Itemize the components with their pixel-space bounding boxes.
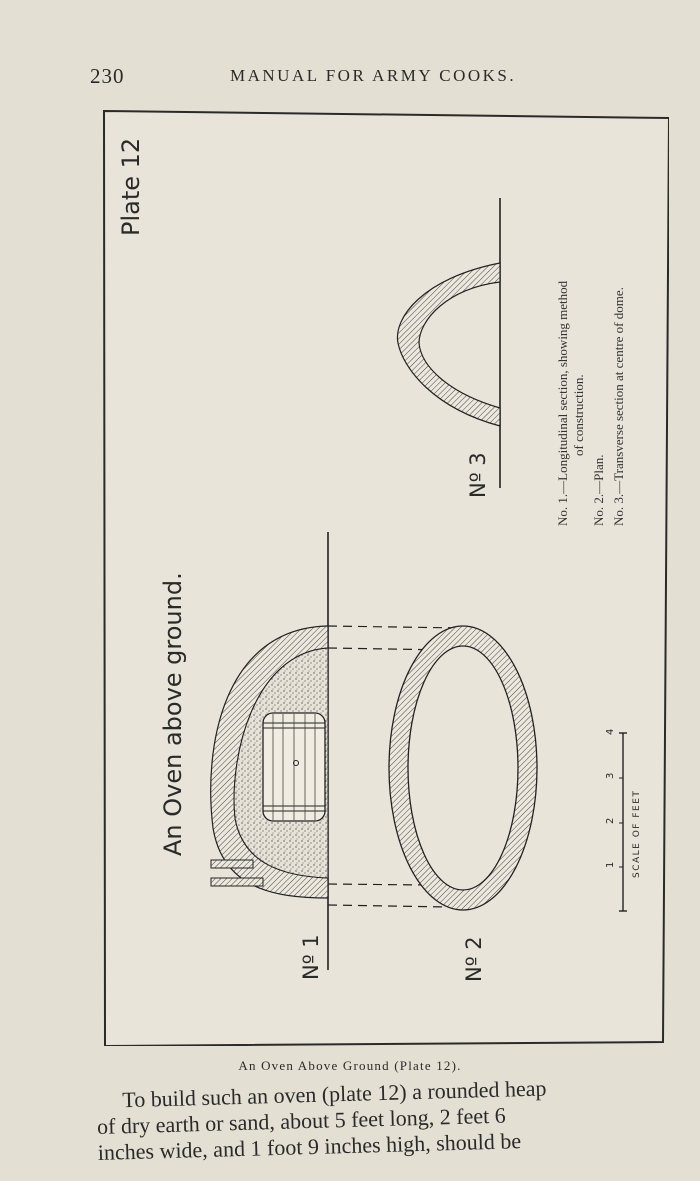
legend-line-3: No. 2.—Plan. [591,454,606,526]
legend-line-1: No. 1.—Longitudinal section, showing method [555,280,570,526]
scale-tick-2: 2 [605,817,616,824]
figure-caption: An Oven Above Ground (Plate 12). [238,1058,462,1073]
body-line-2: of dry earth or sand, about 5 feet long, 2 feet 6 [96,1102,506,1139]
scale-tick-4: 4 [605,728,616,735]
running-title: MANUAL FOR ARMY COOKS. [230,66,517,85]
page-header [0,64,700,94]
scale-tick-3: 3 [605,772,616,779]
plate-label: Plate 12 [117,137,145,236]
plate-title: An Oven above ground. [159,572,187,856]
figure-label-1: Nº 1 [299,934,323,980]
scale-title: SCALE OF FEET [632,789,642,878]
body-line-3: inches wide, and 1 foot 9 inches high, should be [97,1128,522,1165]
legend-line-4: No. 3.—Transverse section at centre of dome. [611,287,626,526]
plate-border [104,111,669,1046]
body-text [96,1072,678,1166]
page-number: 230 [90,64,125,88]
figure-label-3: Nº 3 [466,452,490,498]
body-line-1: To build such an oven (plate 12) a rounded heap [121,1075,547,1113]
legend-line-2: of construction. [571,374,586,456]
plate-figure [103,108,669,1046]
scale-tick-1: 1 [605,861,616,868]
barrel-icon [263,713,325,821]
figure-2-plan [389,626,537,910]
figure-label-2: Nº 2 [462,936,486,982]
